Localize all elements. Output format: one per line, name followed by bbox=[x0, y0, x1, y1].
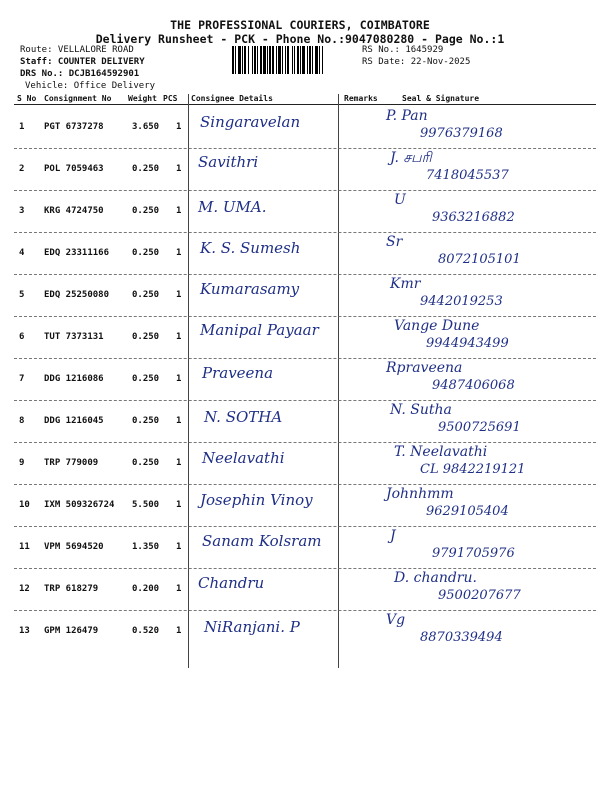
barcode-bar bbox=[297, 46, 299, 74]
pieces-count: 1 bbox=[176, 626, 182, 636]
barcode-bar bbox=[238, 46, 241, 74]
receiver-signature: Vange Dune bbox=[394, 318, 480, 334]
barcode-bar bbox=[294, 46, 295, 74]
consignment-number: DDG 1216045 bbox=[44, 416, 104, 426]
barcode-bar bbox=[315, 46, 318, 74]
consignment-number: EDQ 25250080 bbox=[44, 290, 110, 300]
receiver-signature: J. சபரி bbox=[390, 150, 432, 166]
consignee-name-handwritten: Manipal Payaar bbox=[200, 321, 319, 339]
consignment-number: KRG 4724750 bbox=[44, 206, 104, 216]
row-divider bbox=[14, 274, 596, 275]
pieces-count: 1 bbox=[176, 374, 182, 384]
table-row bbox=[0, 568, 600, 610]
barcode-bar bbox=[252, 46, 253, 74]
pieces-count: 1 bbox=[176, 416, 182, 426]
consignment-number: TRP 779009 bbox=[44, 458, 99, 468]
pieces-count: 1 bbox=[176, 458, 182, 468]
col-header-sno: S No bbox=[17, 94, 37, 103]
weight-value: 0.250 bbox=[132, 248, 160, 258]
barcode-bar bbox=[269, 46, 271, 74]
row-divider bbox=[14, 232, 596, 233]
vehicle-text: Vehicle: Office Delivery bbox=[25, 81, 156, 91]
receiver-phone-handwritten: 9500207677 bbox=[438, 588, 521, 603]
receiver-phone-handwritten: 7418045537 bbox=[426, 168, 509, 183]
pieces-count: 1 bbox=[176, 584, 182, 594]
receiver-phone-handwritten: CL 9842219121 bbox=[420, 462, 526, 477]
receiver-signature: P. Pan bbox=[386, 108, 428, 124]
barcode-bar bbox=[307, 46, 308, 74]
barcode-bar bbox=[322, 46, 323, 74]
barcode-bar bbox=[278, 46, 281, 74]
table-row bbox=[0, 484, 600, 526]
row-divider bbox=[14, 358, 596, 359]
row-divider bbox=[14, 316, 596, 317]
consignee-name-handwritten: NiRanjani. P bbox=[204, 618, 300, 636]
barcode-bar bbox=[272, 46, 274, 74]
col-header-weight: Weight bbox=[128, 94, 157, 103]
table-row bbox=[0, 274, 600, 316]
weight-value: 0.250 bbox=[132, 416, 160, 426]
receiver-signature: Johnhmm bbox=[386, 486, 454, 502]
pieces-count: 1 bbox=[176, 332, 182, 342]
drs-number: DRS No.: DCJB164592901 bbox=[20, 69, 140, 79]
consignee-name-handwritten: N. SOTHA bbox=[204, 408, 283, 426]
receiver-signature: U bbox=[394, 192, 406, 208]
pieces-count: 1 bbox=[176, 290, 182, 300]
row-divider bbox=[14, 190, 596, 191]
barcode-bar bbox=[312, 46, 313, 74]
serial-number: 2 bbox=[19, 164, 25, 174]
receiver-phone-handwritten: 9500725691 bbox=[438, 420, 521, 435]
row-divider bbox=[14, 484, 596, 485]
barcode-bar bbox=[302, 46, 305, 74]
receiver-phone-handwritten: 9363216882 bbox=[432, 210, 515, 225]
consignee-name-handwritten: Kumarasamy bbox=[200, 280, 300, 298]
barcode-bar bbox=[292, 46, 293, 74]
barcode-bar bbox=[257, 46, 258, 74]
table-row bbox=[0, 190, 600, 232]
serial-number: 12 bbox=[19, 584, 30, 594]
consignment-number: POL 7059463 bbox=[44, 164, 104, 174]
serial-number: 5 bbox=[19, 290, 25, 300]
pieces-count: 1 bbox=[176, 500, 182, 510]
receiver-phone-handwritten: 9629105404 bbox=[426, 504, 509, 519]
receiver-signature: J bbox=[390, 528, 396, 544]
pieces-count: 1 bbox=[176, 206, 182, 216]
serial-number: 7 bbox=[19, 374, 25, 384]
serial-number: 6 bbox=[19, 332, 25, 342]
receiver-phone-handwritten: 9976379168 bbox=[420, 126, 503, 141]
serial-number: 3 bbox=[19, 206, 25, 216]
table-row bbox=[0, 526, 600, 568]
col-header-remarks: Remarks bbox=[344, 94, 378, 103]
header-rule bbox=[14, 104, 596, 105]
table-row bbox=[0, 400, 600, 442]
receiver-signature: Kmr bbox=[390, 276, 421, 292]
weight-value: 0.200 bbox=[132, 584, 160, 594]
barcode-bar bbox=[300, 46, 301, 74]
serial-number: 1 bbox=[19, 122, 25, 132]
consignee-name-handwritten: Neelavathi bbox=[202, 449, 285, 467]
pieces-count: 1 bbox=[176, 164, 182, 174]
consignment-number: IXM 509326724 bbox=[44, 500, 115, 510]
barcode-bar bbox=[248, 46, 249, 74]
table-row bbox=[0, 442, 600, 484]
weight-value: 0.250 bbox=[132, 332, 160, 342]
col-header-seal: Seal & Signature bbox=[402, 94, 480, 103]
consignee-name-handwritten: Singaravelan bbox=[200, 113, 301, 131]
pieces-count: 1 bbox=[176, 122, 182, 132]
pieces-count: 1 bbox=[176, 542, 182, 552]
consignee-name-handwritten: Praveena bbox=[202, 364, 274, 382]
receiver-signature: T. Neelavathi bbox=[394, 444, 488, 460]
consignee-name-handwritten: Savithri bbox=[198, 153, 259, 171]
receiver-signature: Rpraveena bbox=[386, 360, 463, 376]
barcode-bar bbox=[254, 46, 256, 74]
rs-number: RS No.: 1645929 bbox=[362, 45, 444, 55]
table-row bbox=[0, 106, 600, 148]
weight-value: 3.650 bbox=[132, 122, 160, 132]
barcode-bar bbox=[267, 46, 268, 74]
row-divider bbox=[14, 400, 596, 401]
weight-value: 0.520 bbox=[132, 626, 160, 636]
consignment-number: TUT 7373131 bbox=[44, 332, 104, 342]
serial-number: 8 bbox=[19, 416, 25, 426]
table-row bbox=[0, 610, 600, 652]
table-row bbox=[0, 316, 600, 358]
consignment-number: DDG 1216086 bbox=[44, 374, 104, 384]
receiver-phone-handwritten: 9791705976 bbox=[432, 546, 515, 561]
barcode-bar bbox=[263, 46, 266, 74]
receiver-signature: Sr bbox=[386, 234, 403, 250]
receiver-signature: Vg bbox=[386, 612, 406, 628]
barcode-image bbox=[232, 46, 358, 74]
consignee-name-handwritten: K. S. Sumesh bbox=[200, 239, 301, 257]
table-row bbox=[0, 358, 600, 400]
row-divider bbox=[14, 568, 596, 569]
receiver-phone-handwritten: 9944943499 bbox=[426, 336, 509, 351]
barcode-bar bbox=[235, 46, 236, 74]
rs-date: RS Date: 22-Nov-2025 bbox=[362, 57, 471, 67]
runsheet-subtitle: Delivery Runsheet - PCK - Phone No.:9047080280 - Page No.:1 bbox=[95, 32, 505, 46]
barcode-bar bbox=[242, 46, 243, 74]
consignee-name-handwritten: Chandru bbox=[198, 574, 265, 592]
barcode-bar bbox=[244, 46, 246, 74]
col-header-consignment: Consignment No bbox=[44, 94, 112, 103]
consignment-number: EDQ 23311166 bbox=[44, 248, 110, 258]
table-row bbox=[0, 148, 600, 190]
consignment-number: GPM 126479 bbox=[44, 626, 99, 636]
barcode-bar bbox=[260, 46, 262, 74]
serial-number: 4 bbox=[19, 248, 25, 258]
serial-number: 10 bbox=[19, 500, 30, 510]
pieces-count: 1 bbox=[176, 248, 182, 258]
weight-value: 0.250 bbox=[132, 164, 160, 174]
weight-value: 0.250 bbox=[132, 374, 160, 384]
consignment-number: PGT 6737278 bbox=[44, 122, 104, 132]
receiver-phone-handwritten: 8072105101 bbox=[438, 252, 521, 267]
barcode-bar bbox=[319, 46, 320, 74]
row-divider bbox=[14, 526, 596, 527]
barcode-bar bbox=[282, 46, 283, 74]
consignee-name-handwritten: M. UMA. bbox=[198, 198, 267, 216]
receiver-phone-handwritten: 8870339494 bbox=[420, 630, 503, 645]
receiver-phone-handwritten: 9442019253 bbox=[420, 294, 503, 309]
staff-text: Staff: COUNTER DELIVERY bbox=[20, 57, 145, 67]
weight-value: 1.350 bbox=[132, 542, 160, 552]
col-header-pcs: PCS bbox=[163, 94, 178, 103]
barcode-bar bbox=[232, 46, 234, 74]
weight-value: 5.500 bbox=[132, 500, 160, 510]
barcode-bar bbox=[276, 46, 277, 74]
weight-value: 0.250 bbox=[132, 290, 160, 300]
consignment-number: VPM 5694520 bbox=[44, 542, 104, 552]
route-text: Route: VELLALORE ROAD bbox=[20, 45, 134, 55]
serial-number: 11 bbox=[19, 542, 30, 552]
serial-number: 13 bbox=[19, 626, 30, 636]
company-title: THE PROFESSIONAL COURIERS, COIMBATORE bbox=[170, 18, 430, 32]
weight-value: 0.250 bbox=[132, 458, 160, 468]
barcode-bar bbox=[287, 46, 289, 74]
col-header-consignee: Consignee Details bbox=[191, 94, 273, 103]
receiver-phone-handwritten: 9487406068 bbox=[432, 378, 515, 393]
serial-number: 9 bbox=[19, 458, 25, 468]
row-divider bbox=[14, 148, 596, 149]
table-row bbox=[0, 232, 600, 274]
consignee-name-handwritten: Sanam Kolsram bbox=[202, 532, 322, 550]
barcode-bar bbox=[309, 46, 311, 74]
barcode-bar bbox=[285, 46, 286, 74]
weight-value: 0.250 bbox=[132, 206, 160, 216]
receiver-signature: N. Sutha bbox=[390, 402, 452, 418]
consignee-name-handwritten: Josephin Vinoy bbox=[200, 491, 313, 509]
receiver-signature: D. chandru. bbox=[394, 570, 477, 586]
consignment-number: TRP 618279 bbox=[44, 584, 99, 594]
row-divider bbox=[14, 442, 596, 443]
row-divider bbox=[14, 610, 596, 611]
